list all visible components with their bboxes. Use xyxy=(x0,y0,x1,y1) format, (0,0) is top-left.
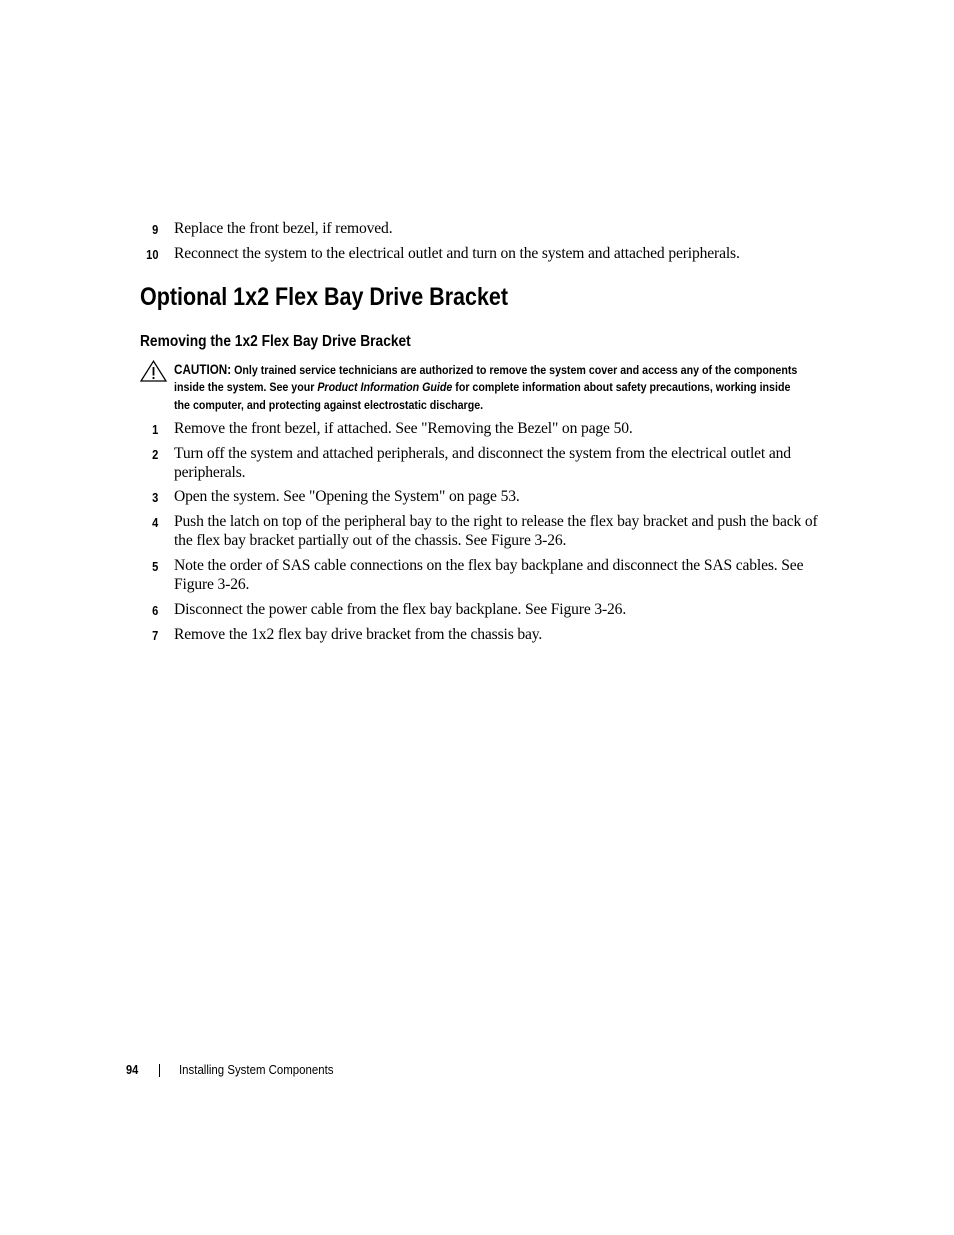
step-text: Open the system. See "Opening the System" on page 53. xyxy=(174,488,520,505)
step-text: Reconnect the system to the electrical outlet and turn on the system and attached peripherals. xyxy=(174,245,740,262)
subsection-title: Removing the 1x2 Flex Bay Drive Bracket xyxy=(140,333,411,350)
caution-note xyxy=(174,361,802,414)
step-number: 5 xyxy=(151,559,158,574)
step-number: 10 xyxy=(145,247,158,262)
caution-triangle-icon xyxy=(140,360,167,382)
step-text: Disconnect the power cable from the flex bay backplane. See Figure 3-26. xyxy=(174,601,627,618)
step-number: 1 xyxy=(151,422,158,437)
footer-divider xyxy=(159,1064,160,1077)
step-number: 3 xyxy=(151,490,158,505)
caution-text-after: for complete information about safety precautions, working inside the computer, and protecting against electrostatic discharge. xyxy=(174,380,791,412)
step-text: Note the order of SAS cable connections on the flex bay backplane and disconnect the SAS cables. See Figure 3-26. xyxy=(174,557,804,593)
step-number: 2 xyxy=(151,447,158,462)
step-number: 9 xyxy=(151,222,158,237)
step-number: 4 xyxy=(151,515,158,530)
caution-label: CAUTION: xyxy=(174,362,232,377)
caution-guide-reference: Product Information Guide xyxy=(317,380,453,395)
footer-section-title: Installing System Components xyxy=(179,1062,334,1077)
section-title: Optional 1x2 Flex Bay Drive Bracket xyxy=(140,283,509,311)
step-text: Remove the front bezel, if attached. See "Removing the Bezel" on page 50. xyxy=(174,420,633,437)
step-number: 6 xyxy=(151,603,158,618)
step-text: Replace the front bezel, if removed. xyxy=(174,220,393,237)
caution-text-before: Only trained service technicians are authorized to remove the system cover and access any of the components inside the system. See your xyxy=(174,363,798,395)
step-text: Push the latch on top of the peripheral bay to the right to release the flex bay bracket and push the back of the flex bay bracket partially out of the chassis. See Figure 3-26. xyxy=(174,513,818,549)
step-text: Turn off the system and attached peripherals, and disconnect the system from the electrical outlet and peripherals. xyxy=(174,445,791,481)
step-number: 7 xyxy=(151,628,158,643)
page-number: 94 xyxy=(126,1062,139,1077)
step-text: Remove the 1x2 flex bay drive bracket from the chassis bay. xyxy=(174,626,543,643)
